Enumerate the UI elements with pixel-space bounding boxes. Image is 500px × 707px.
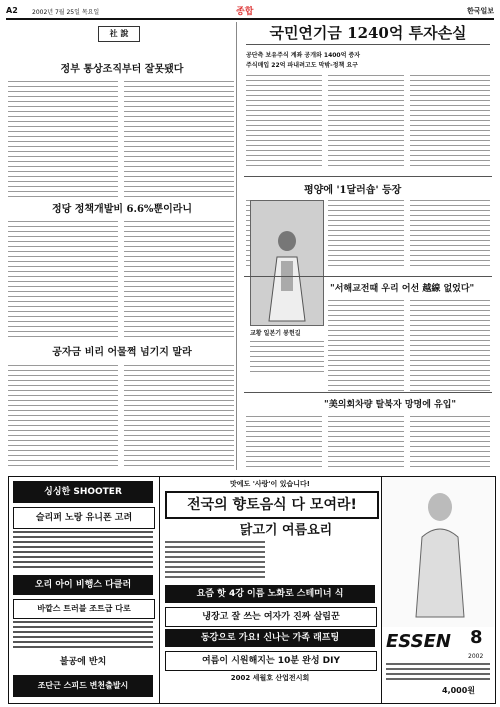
page-number: A2 — [6, 6, 18, 15]
editorial-body-2a — [8, 218, 118, 338]
column2-body-b — [410, 297, 490, 393]
center-ad-line-3: 동강으로 가요! 신나는 가족 래프팅 — [165, 629, 375, 647]
magazine-issue: 8 — [470, 627, 483, 648]
feature-body-c — [410, 72, 490, 170]
issue-date: 2002년 7월 25일 목요일 — [32, 9, 100, 16]
column2-headline: "서해교전때 우리 어선 越線 없었다" — [330, 284, 475, 294]
center-ad-line-4: 여름이 시원해지는 10분 완성 DIY — [165, 651, 377, 671]
magazine-detail — [386, 663, 490, 681]
center-ad — [161, 477, 379, 703]
column2-body-a — [328, 297, 404, 393]
feature-headline: 국민연기금 1240억 투자손실 — [269, 24, 467, 42]
editorial-body-3a — [8, 362, 118, 466]
left-ad — [9, 477, 160, 703]
left-ad-line-2: 슬리퍼 노랑 유니폰 고려 — [13, 507, 155, 529]
section-name: 종합 — [236, 7, 254, 17]
column1-body-c — [410, 197, 490, 269]
center-ad-bottom: 2002 세월호 산업전시회 — [230, 674, 310, 682]
left-ad-detail-1 — [13, 531, 153, 571]
column3-body-b — [328, 413, 404, 471]
center-ad-sub: 닭고기 여름요리 — [239, 523, 333, 538]
left-ad-line-1: 싱싱한 SHOOTER — [13, 481, 153, 503]
model-illustration — [382, 477, 494, 627]
editorial-label: 社 說 — [98, 26, 140, 42]
editorial-headline-1: 정부 통상조직부터 잘못됐다 — [60, 64, 184, 75]
column3-body-a — [246, 413, 322, 471]
editorial-body-3b — [124, 362, 234, 466]
left-ad-line-5: 불공에 반치 — [59, 657, 107, 667]
magazine-price: 4,000원 — [442, 686, 476, 695]
center-ad-line-1: 요즘 핫 4강 이름 노화로 스테미너 식 — [165, 585, 375, 603]
feature-story — [244, 22, 492, 172]
editorial-headline-2: 정당 정책개발비 6.6%뿐이라니 — [51, 204, 193, 215]
magazine-ad — [381, 477, 494, 703]
advertisement-area — [8, 476, 496, 704]
center-ad-line-2: 냉장고 잘 쓰는 여자가 진짜 살림꾼 — [165, 607, 377, 627]
column3-headline: "美의회차량 탈북자 망명에 유입" — [324, 400, 457, 410]
page-header — [6, 4, 494, 20]
feature-headline-wrap — [246, 22, 490, 45]
editorial-body-1b — [124, 78, 234, 198]
center-ad-headline: 전국의 향토음식 다 모여라! — [165, 491, 379, 519]
left-ad-line-6: 조단근 스피드 변천출발시 — [13, 675, 153, 697]
center-ad-detail — [165, 541, 265, 581]
photo-caption: 교황 일본기 봉헌길 — [250, 330, 301, 337]
column1-body-b — [328, 197, 404, 269]
center-ad-top: 맛에도 '사랑'이 있습니다! — [230, 480, 310, 488]
left-ad-line-4: 바깥스 트러블 조트급 다로 — [13, 599, 155, 619]
magazine-year: 2002 — [468, 653, 484, 660]
photo-caption-body — [250, 338, 324, 376]
column3-body-c — [410, 413, 490, 471]
feature-body-a — [246, 72, 322, 170]
feature-body-b — [328, 72, 404, 170]
column1-headline: 평양에 '1달러숍' 등장 — [304, 185, 402, 196]
feature-kicker: 공단측 보유주식 계좌 공개와 1400억 증자 — [246, 52, 361, 59]
column-defectors — [244, 392, 492, 473]
publication-name: 한국일보 — [466, 7, 494, 15]
feature-subkicker: 주식매입 22억 파내려고도 막밖-정책 요구 — [246, 62, 358, 69]
left-ad-line-3: 오리 아이 비행스 다클러 — [13, 575, 153, 595]
editorial-body-2b — [124, 218, 234, 338]
editorial-headline-3: 공자금 비리 어물쩍 넘기지 말라 — [52, 347, 192, 358]
editorial-column — [8, 22, 237, 470]
magazine-title: ESSEN — [386, 631, 451, 652]
left-ad-detail-2 — [13, 621, 153, 649]
column-west-sea — [244, 276, 492, 341]
editorial-body-1a — [8, 78, 118, 198]
